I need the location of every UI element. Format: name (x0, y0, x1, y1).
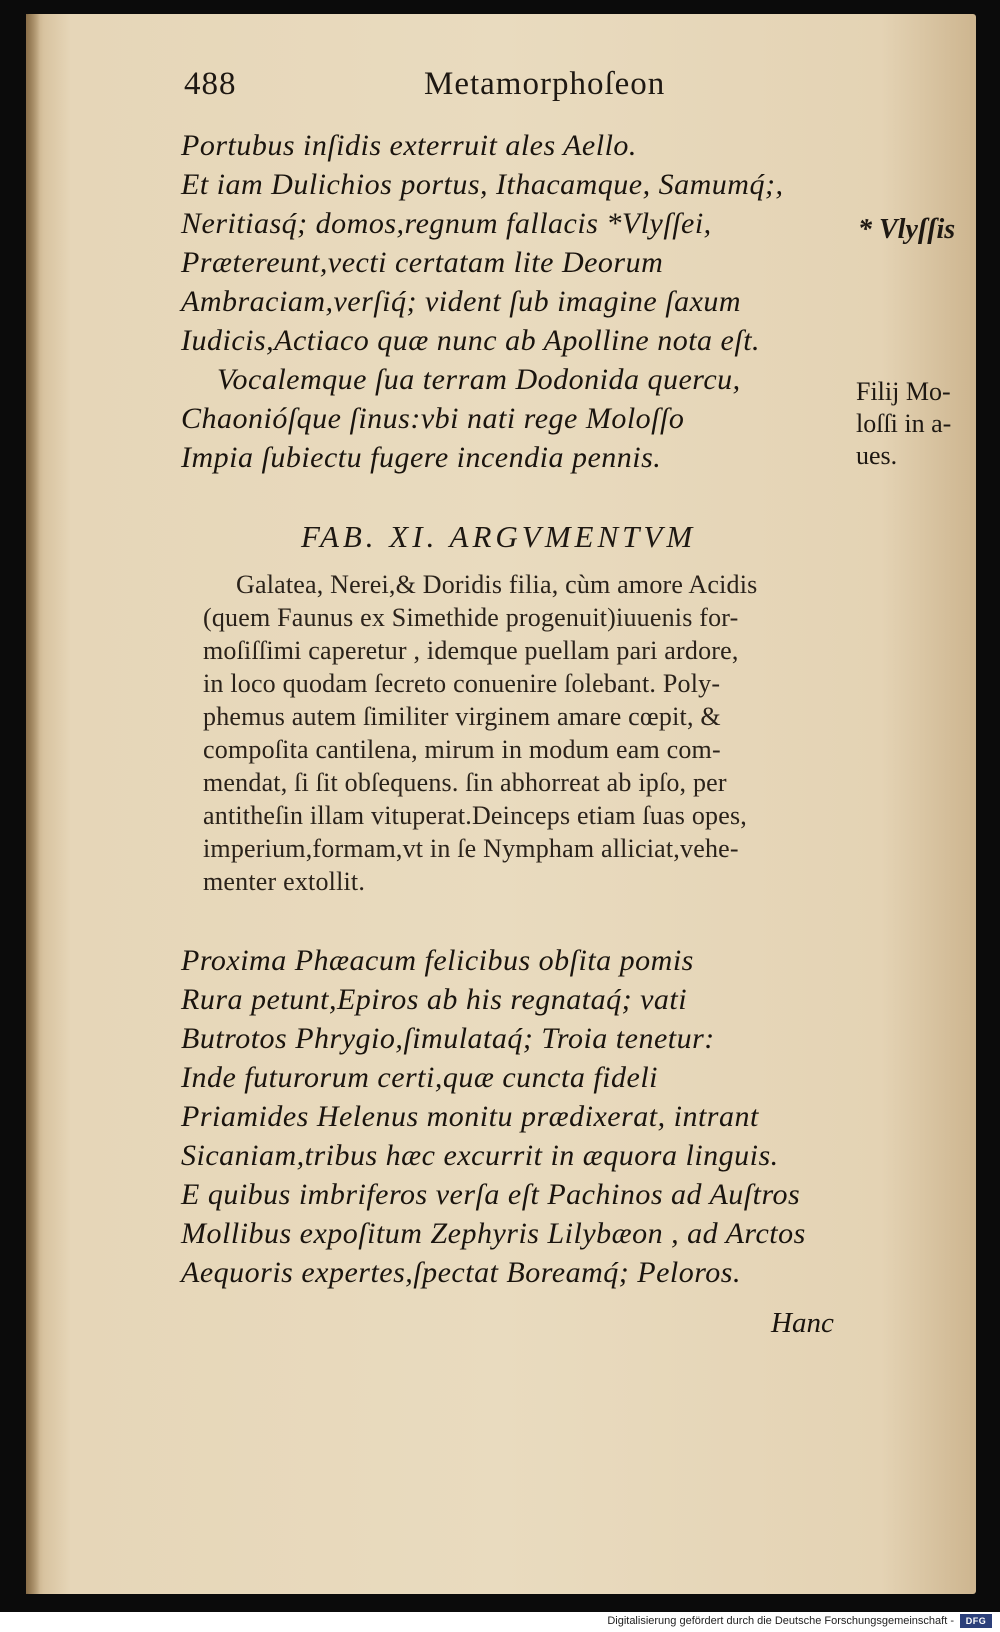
verse-line: Portubus inſidis exterruit ales Aello. (181, 129, 637, 162)
argument-line: Galatea, Nerei,& Doridis filia, cùm amore Acidis (236, 570, 758, 599)
argument-line: imperium,formam,vt in ſe Nympham alliciat,vehe- (203, 834, 739, 863)
verse-line: Et iam Dulichios portus, Ithacamque, Samumq́;, (181, 168, 784, 201)
argument-line: (quem Faunus ex Simethide progenuit)iuuenis for- (203, 603, 739, 632)
book-page (26, 14, 976, 1594)
page-header (184, 66, 744, 116)
verse-line: Rura petunt,Epiros ab his regnataq́; vati (181, 983, 688, 1016)
verse-line: Mollibus expoſitum Zephyris Lilybæon , ad Arctos (181, 1217, 806, 1250)
catchword: Hanc (771, 1307, 834, 1339)
verse-line: Proxima Phæacum felicibus obſita pomis (181, 944, 694, 977)
verse-line: Priamides Helenus monitu prædixerat, intrant (181, 1100, 759, 1133)
verse-line: Aequoris expertes,ſpectat Boreamq́; Peloros. (181, 1256, 741, 1289)
argument-line: in loco quodam ſecreto conuenire ſolebant. Poly- (203, 669, 721, 698)
verse-block-2 (181, 941, 841, 1292)
marginal-line: Filij Mo- (856, 377, 951, 406)
verse-line: E quibus imbriferos verſa eſt Pachinos ad Auſtros (181, 1178, 801, 1211)
marginal-line: ues. (856, 441, 898, 470)
verse-line: Inde futurorum certi,quæ cuncta fideli (181, 1061, 658, 1094)
verse-line: Butrotos Phrygio,ſimulataq́; Troia tenetur: (181, 1022, 715, 1055)
verse-line: Neritiasq́; domos,regnum fallacis *Vlyſſei, (181, 207, 712, 240)
dfg-logo: DFG (960, 1614, 992, 1628)
footer-credit: Digitalisierung gefördert durch die Deutsche Forschungsgemeinschaft - (607, 1615, 954, 1627)
verse-line: Iudicis,Actiaco quæ nunc ab Apolline nota eſt. (181, 324, 761, 357)
argument-line: menter extollit. (203, 867, 366, 896)
verse-line: Chaonióſque ſinus:vbi nati rege Moloſſo (181, 402, 685, 435)
verse-line: Vocalemque ſua terram Dodonida quercu, (217, 363, 741, 396)
verse-line: Prætereunt,vecti certatam lite Deorum (181, 246, 664, 279)
argument-paragraph (203, 568, 843, 898)
marginal-note-ulysses: * Vlyſſis (858, 214, 956, 245)
marginal-note-filij (856, 376, 986, 472)
digitization-footer (0, 1612, 1000, 1632)
verse-line: Sicaniam,tribus hæc excurrit in æquora linguis. (181, 1139, 779, 1172)
running-title: Metamorphoſeon (424, 66, 666, 102)
argument-line: antitheſin illam vituperat.Deinceps etiam ſuas opes, (203, 801, 747, 830)
verse-block-1 (181, 126, 841, 477)
fable-heading: FAB. XI. ARGVMENTVM (301, 519, 697, 554)
page-number: 488 (184, 66, 237, 102)
argument-line: phemus autem ſimiliter virginem amare cœpit, & (203, 702, 721, 731)
marginal-line: loſſi in a- (856, 409, 952, 438)
verse-line: Impia ſubiectu fugere incendia pennis. (181, 441, 662, 474)
verse-line: Ambraciam,verſiq́; vident ſub imagine ſaxum (181, 285, 742, 318)
argument-line: compoſita cantilena, mirum in modum eam com- (203, 735, 721, 764)
argument-line: mendat, ſi ſit obſequens. ſin abhorreat ab ipſo, per (203, 768, 727, 797)
argument-line: moſiſſimi caperetur , idemque puellam pari ardore, (203, 636, 739, 665)
